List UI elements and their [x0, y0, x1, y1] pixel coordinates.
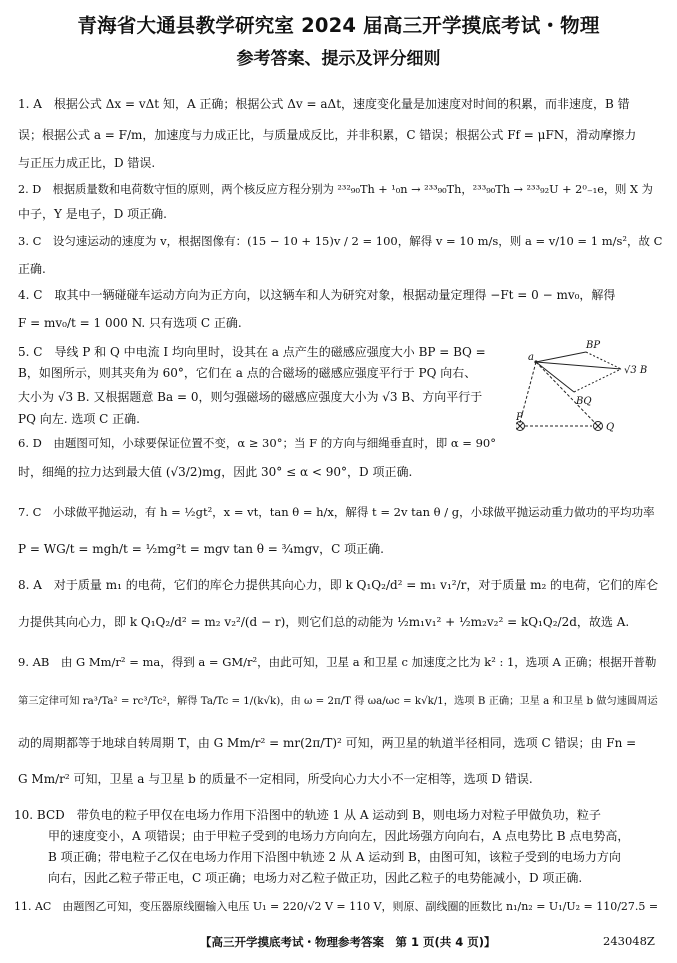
page-subtitle: 参考答案、提示及评分细则 [236, 49, 441, 69]
answer-line-l28: 11. AC 由题图乙可知，变压器原线圈输入电压 U₁ = 220/√2 V = 110 V，则原、副线圈的匝数比 n₁/n₂ = U₁/U₂ = 110/27.5 = [14, 900, 659, 913]
answer-line-l07: 正确. [18, 262, 46, 276]
page-title: 青海省大通县教学研究室 2024 届高三开学摸底考试・物理 [77, 14, 600, 37]
answer-line-l14: 6. D 由题图可知，小球要保证位置不变，α ≥ 30°；当 F 的方向与细绳垂直时，即 α = 90° [18, 436, 496, 450]
answer-line-l20: 9. AB 由 G Mm/r² = ma，得到 a = GM/r²，由此可知，卫星 a 和卫星 c 加速度之比为 k² : 1，选项 A 正确；根据开普勒 [18, 655, 657, 669]
answer-line-l08: 4. C 取其中一辆碰碰车运动方向为正方向，以这辆车和人为研究对象，根据动量定理得 −Ft = 0 − mv₀，解得 [18, 288, 616, 302]
answer-line-l15: 时，细绳的拉力达到最大值 (√3/2)mg，因此 30° ≤ α < 90°，D 项正确. [18, 465, 413, 479]
answer-line-l10: 5. C 导线 P 和 Q 中电流 I 均向里时，设其在 a 点产生的磁感应强度大小 BP = BQ = [18, 345, 486, 359]
answer-line-l17: P = WG/t = mgh/t = ½mg²t = mgv tan θ = ¾mgv，C 项正确. [18, 542, 384, 556]
bp-label: BP [586, 340, 601, 351]
answer-line-l18: 8. A 对于质量 m₁ 的电荷，它们的库仑力提供其向心力，即 k Q₁Q₂/d² = m₁ v₁²/r，对于质量 m₂ 的电荷，它们的库仑 [18, 578, 659, 592]
answer-line-l01: 1. A 根据公式 Δx = vΔt 知，A 正确；根据公式 Δv = aΔt，速度变化量是加速度对时间的积累，而非速度，B 错 [18, 97, 630, 111]
answer-line-l26: B 项正确；带电粒子乙仅在电场力作用下沿图中轨迹 2 从 A 运动到 B，由图可知，该粒子受到的电场力方向 [48, 850, 621, 864]
answer-line-l27: 向右，因此乙粒子带正电，C 项正确；电场力对乙粒子做正功，因此乙粒子的电势能减小，D 项正确. [48, 871, 583, 885]
dashed-line-aq [536, 362, 598, 426]
point-p-label: P [516, 412, 523, 423]
answer-line-l02: 误；根据公式 a = F/m，加速度与力成正比，与质量成反比，并非积累，C 错误；根据公式 Ff = μFN，滑动摩擦力 [18, 128, 637, 142]
footer-code: 243048Z [603, 934, 655, 948]
answer-line-l13: PQ 向左. 选项 C 正确. [18, 412, 140, 426]
answer-line-l04: 2. D 根据质量数和电荷数守恒的原则，两个核反应方程分别为 ²³²₉₀Th + ¹₀n → ²³³₉₀Th，²³³₉₀Th → ²³³₉₂U + 2⁰₋₁e，则 X 为 [18, 183, 653, 196]
answer-line-l06: 3. C 设匀速运动的速度为 v，根据图像有：(15 − 10 + 15)v / 2 = 100，解得 v = 10 m/s，则 a = v/10 = 1 m/s²，故 C [18, 234, 663, 248]
answer-line-l21: 第三定律可知 ra³/Ta² = rc³/Tc²，解得 Ta/Tc = 1/(k√k)，由 ω = 2π/T 得 ωa/ωc = k√k/1，选项 B 正确；卫星 a 和卫星 b 做匀速圆周运 [18, 695, 658, 707]
footer-page-info: 【高三开学摸底考试・物理参考答案 第 1 页(共 4 页)】 [200, 935, 496, 949]
resultant-label: √3 B [624, 365, 648, 376]
answer-line-l16: 7. C 小球做平抛运动，有 h = ½gt²，x = vt，tan θ = h/x，解得 t = 2v tan θ / g，小球做平抛运动重力做功的平均功率 [18, 505, 655, 519]
answer-line-l05: 中子，Y 是电子，D 项正确. [18, 207, 167, 221]
bq-vector [536, 362, 574, 392]
magnetic-field-diagram [516, 334, 666, 434]
bq-label: BQ [576, 396, 592, 407]
answer-line-l11: B，如图所示，则其夹角为 60°，它们在 a 点的合磁场的磁感应强度平行于 PQ 向右、 [18, 366, 477, 380]
answer-line-l23: G Mm/r² 可知，卫星 a 与卫星 b 的质量不一定相同，所受向心力大小不一定相等，选项 D 错误. [18, 772, 533, 786]
point-a-label: a [528, 352, 534, 363]
answer-line-l12: 大小为 √3 B. 又根据题意 Ba = 0，则匀强磁场的磁感应强度大小为 √3 B、方向平行于 [18, 390, 483, 404]
answer-line-l09: F = mv₀/t = 1 000 N. 只有选项 C 正确. [18, 316, 242, 330]
answer-line-l22: 动的周期都等于地球自转周期 T，由 G Mm/r² = mr(2π/T)² 可知，两卫星的轨道半径相同，选项 C 错误；由 Fn = [18, 736, 637, 750]
answer-line-l03: 与正压力成正比，D 错误. [18, 156, 156, 170]
answer-line-l25: 甲的速度变小，A 项错误；由于甲粒子受到的电场力方向向左，因此场强方向向右，A 点电势比 B 点电势高， [48, 829, 630, 843]
answer-line-l19: 力提供其向心力，即 k Q₁Q₂/d² = m₂ v₂²/(d − r)，则它们总的动能为 ½m₁v₁² + ½m₂v₂² = kQ₁Q₂/2d，故选 A. [18, 615, 630, 629]
answer-line-l24: 10. BCD 带负电的粒子甲仅在电场力作用下沿图中的轨迹 1 从 A 运动到 B，则电场力对粒子甲做负功，粒子 [14, 808, 601, 822]
point-q-label: Q [606, 422, 615, 433]
bp-vector [536, 352, 586, 362]
